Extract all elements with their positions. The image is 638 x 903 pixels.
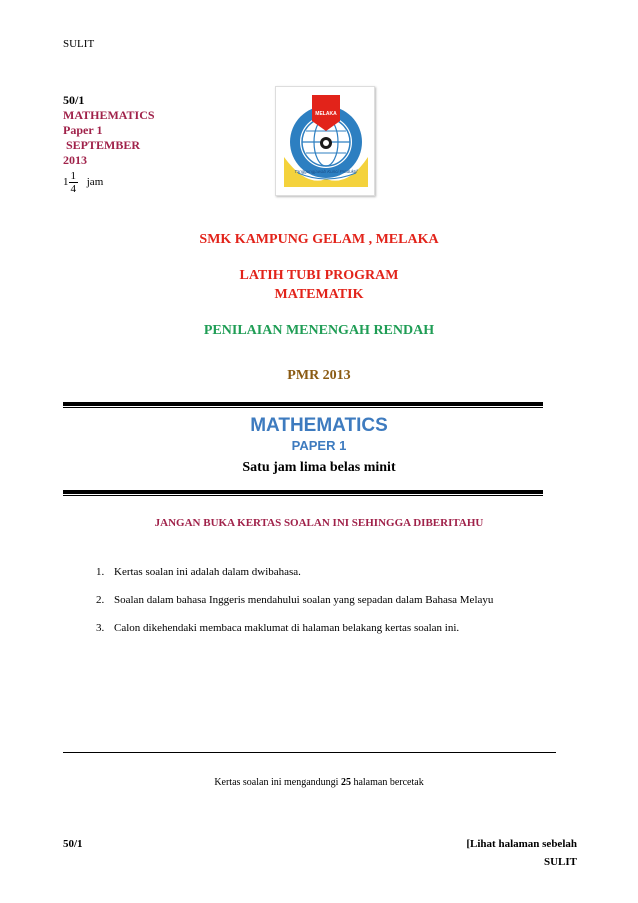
page-count [0,777,638,788]
instruction-item [96,594,493,606]
instruction-number: 1. [96,566,105,578]
logo-top-text: MELAKA [315,111,337,117]
footer-code: 50/1 [63,838,83,850]
footer-rule [63,752,556,753]
footer-classification: SULIT [543,856,577,868]
box-duration: Satu jam lima belas minit [242,460,396,475]
paper-number: Paper 1 [63,123,103,137]
school-logo-emblem [276,87,376,197]
duration-denominator: 4 [70,183,76,195]
school-logo [275,86,375,196]
exam-year: PMR 2013 [287,368,351,383]
school-name: SMK KAMPUNG GELAM , MELAKA [199,232,439,247]
logo-motto: Tanggungjawab Kunci Produktif [294,169,358,174]
instruction-text: Soalan dalam bahasa Inggeris mendahului soalan yang sepadan dalam Bahasa Melayu [114,594,494,606]
instruction-text: Kertas soalan ini adalah dalam dwibahasa. [114,566,301,578]
paper-year: 2013 [63,153,87,167]
exam-name: PENILAIAN MENENGAH RENDAH [203,323,435,338]
instructions-list [96,566,493,650]
instruction-item [96,566,493,578]
paper-subject: MATHEMATICS [63,108,155,122]
instruction-item [96,622,493,634]
header-classification: SULIT [63,38,95,50]
program-line-2: MATEMATIK [274,287,364,302]
page-count-prefix: Kertas soalan ini mengandungi [214,777,341,788]
paper-code: 50/1 [63,93,85,107]
box-paper: PAPER 1 [291,438,347,453]
instruction-number: 3. [96,622,105,634]
duration-whole: 1 [63,176,69,188]
bottom-divider [63,490,543,494]
warning-text: JANGAN BUKA KERTAS SOALAN INI SEHINGGA DIBERITAHU [154,517,484,529]
footer-next-page: [Lihat halaman sebelah [466,838,577,850]
duration-unit: jam [86,176,104,188]
paper-duration [63,170,155,195]
page-count-number: 25 [340,777,351,788]
instruction-number: 2. [96,594,105,606]
paper-month: SEPTEMBER [63,138,141,152]
instruction-text: Calon dikehendaki membaca maklumat di halaman belakang kertas soalan ini. [114,622,460,634]
page-count-suffix: halaman bercetak [350,777,424,788]
program-line-1: LATIH TUBI PROGRAM [239,268,399,283]
paper-info [63,93,155,195]
top-divider [63,402,543,406]
duration-numerator: 1 [70,170,76,182]
box-subject: MATHEMATICS [250,415,388,436]
duration-fraction [69,170,79,195]
